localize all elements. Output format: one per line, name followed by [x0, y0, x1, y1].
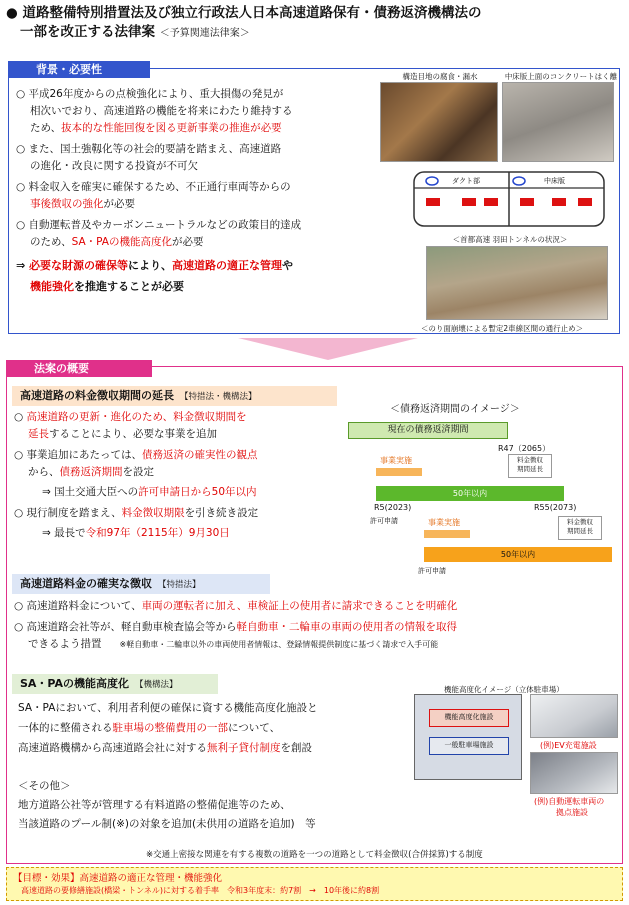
s1-l3 — [14, 447, 344, 464]
r47-label: R47（2065） — [498, 444, 551, 453]
r55-label: R55(2073) — [534, 503, 577, 512]
kyoka-label-2: 許可申請 — [418, 567, 446, 575]
bg-c6: 機能強化 — [30, 280, 74, 293]
s1l7a: ⇒ 最長で — [42, 527, 86, 539]
jigyo-label-2: 事業実施 — [428, 518, 460, 527]
overview-label: 法案の概要 — [6, 360, 152, 377]
other-heading: ＜その他＞ — [18, 780, 71, 792]
footer-l1: 【目標・効果】高速道路の適正な管理・機能強化 — [13, 873, 223, 884]
tunnel-caption: ＜首都高速 羽田トンネルの状況＞ — [452, 235, 568, 244]
s2l1a: ○ 高速道路料金について、 — [14, 600, 142, 612]
down-arrow-icon — [238, 338, 418, 360]
background-label: 背景・必要性 — [8, 61, 150, 78]
bg-b1d: 抜本的な性能回復を図る更新事業の推進が必要 — [61, 122, 282, 134]
fifty-year-bar-1: 50年以内 — [376, 486, 564, 501]
section1-heading — [12, 386, 337, 406]
title-line1: ● 道路整備特別措置法及び独立行政法人日本高速道路保有・債務返済機構法の — [6, 5, 482, 21]
s1-l7 — [14, 525, 344, 542]
s1l1b: 高速道路の更新・進化のため、料金徴収期間を — [26, 411, 247, 423]
car-icon — [426, 198, 440, 206]
s2-l3 — [14, 636, 620, 653]
auto-photo — [530, 752, 618, 794]
ev-caption: (例)EV充電施設 — [540, 741, 597, 750]
car-icon — [552, 198, 566, 206]
corrosion-photo — [380, 82, 498, 162]
park-upper: 機能高度化施設 — [429, 709, 509, 727]
slope-caption: ＜のり面崩壊による暫定2車線区間の通行止め＞ — [420, 324, 584, 333]
current-period-bar: 現在の債務返済期間 — [348, 422, 508, 439]
s1l5a: ⇒ 国土交通大臣への — [42, 486, 139, 498]
section2-text — [14, 598, 620, 653]
extension-box-2: 料金徴収 期間延長 — [558, 516, 602, 540]
bg-b2a: ○ また、国土強靱化等の社会的要請を踏まえ、高速道路 — [16, 143, 282, 155]
s2l3: できるよう措置 — [28, 638, 102, 650]
s1l6a: ○ 現行制度を踏まえ、 — [14, 507, 122, 519]
repayment-image-title: ＜債務返済期間のイメージ＞ — [390, 404, 520, 415]
bg-b1a: ○ 平成26年度からの点検強化により、重大損傷の発見が — [16, 88, 284, 100]
title-tag: ＜予算関連法律案＞ — [159, 28, 250, 39]
s1-title: 高速道路の料金徴収期間の延長 — [20, 389, 174, 402]
s3-l2 — [18, 720, 418, 737]
bg-b4-line — [16, 234, 376, 251]
bg-c4: 高速道路の適正な管理 — [172, 259, 283, 272]
section3-heading — [12, 674, 218, 694]
extension-box-1: 料金徴収 期間延長 — [508, 454, 552, 478]
s3-l3 — [18, 740, 418, 757]
s2l2b: 軽自動車・二輪車の車両の使用者の情報を取得 — [236, 621, 457, 633]
bg-b2b: の進化・改良に関する投資が不可欠 — [30, 160, 198, 172]
car-icon — [520, 198, 534, 206]
bg-conclusion-2 — [16, 278, 376, 295]
s1l4b: 債務返済期間 — [59, 466, 123, 478]
photo2-caption: 中床版上面のコンクリートはく離 — [504, 72, 618, 81]
s1l1a: ○ — [14, 411, 27, 423]
bg-b4d: が必要 — [171, 236, 204, 248]
s1-l5 — [14, 484, 344, 501]
ev-photo — [530, 694, 618, 738]
r5-label: R5(2023) — [374, 503, 412, 512]
fifty-year-bar-2: 50年以内 — [424, 547, 612, 562]
bg-conclusion — [16, 257, 376, 274]
section3-text — [18, 700, 418, 757]
bg-c3: により、 — [128, 259, 173, 272]
title-line2: 一部を改正する法律案 — [20, 24, 155, 40]
s3l3c: を創設 — [280, 742, 312, 754]
other-note: ※交通上密接な関連を有する複数の道路を一つの道路として料金徴収(合併採算)する制度 — [146, 850, 483, 860]
park-lower: 一般駐車場施設 — [429, 737, 509, 755]
s1l2b: することにより、必要な事業を追加 — [49, 428, 217, 440]
other-section — [18, 778, 438, 833]
s1l6b: 料金徴収期限 — [121, 507, 185, 519]
bg-b4b: のため、 — [30, 236, 72, 248]
bg-b3b: 事後徴収の強化 — [30, 198, 104, 210]
s1-tag: 【特措法・機構法】 — [180, 392, 257, 402]
s1l3a: ○ 事業追加にあたっては、 — [14, 449, 142, 461]
bg-b4a: ○ 自動運転普及やカーボンニュートラルなどの政策目的達成 — [16, 219, 302, 231]
parking-image-title: 機能高度化イメージ（立体駐車場） — [444, 685, 564, 694]
s2l2a: ○ 高速道路会社等が、軽自動車検査協会等から — [14, 621, 237, 633]
bg-c7: を推進することが必要 — [74, 280, 184, 293]
car-icon — [484, 198, 498, 206]
section2-heading — [12, 574, 270, 594]
s1l6c: を引き続き設定 — [184, 507, 259, 519]
s3l2c: について、 — [228, 722, 281, 734]
car-icon — [578, 198, 592, 206]
s2-title: 高速道路料金の確実な徴収 — [20, 577, 152, 590]
s1l3b: 債務返済の確実性の観点 — [142, 449, 258, 461]
s1l4c: を設定 — [122, 466, 154, 478]
s2-note: ※軽自動車・二輪車以外の車両使用者情報は、登録情報提供制度に基づく請求で入手可能 — [119, 640, 439, 649]
footer-l2: 高速道路の要修繕施設(橋梁・トンネル)に対する着手率 令和3年度末：約7割 → 10年後に約8割 — [21, 886, 380, 895]
other-l2: 当該道路のプール制(※)の対象を追加(未供用の道路を追加) 等 — [18, 818, 316, 830]
s3l2b: 駐車場の整備費用の一部 — [112, 722, 228, 734]
goal-effect-box — [6, 867, 623, 901]
concrete-photo — [502, 82, 614, 162]
s1-l6 — [14, 505, 344, 522]
bg-b1b: 相次いでおり、高速道路の機能を将来にわたり維持する — [30, 105, 293, 117]
project-arrow-1 — [376, 468, 422, 476]
jigyo-label-1: 事業実施 — [380, 456, 412, 465]
s1l2a: 延長 — [28, 428, 49, 440]
bg-b3-line — [16, 196, 376, 213]
s2l1b: 車両の運転者に加え、車検証上の使用者に請求できることを明確化 — [141, 600, 458, 612]
s2-l1 — [14, 598, 620, 615]
bg-c1: ⇒ — [16, 259, 30, 272]
s1-l4 — [14, 464, 344, 481]
s3l3a: 高速道路機構から高速道路会社に対する — [18, 742, 207, 754]
slope-photo — [426, 246, 608, 320]
background-text — [16, 86, 376, 295]
s1l7b: 令和97年（2115年）9月30日 — [85, 527, 230, 539]
s3l1: SA・PAにおいて、利用者利便の確保に資する機能高度化施設と — [18, 702, 318, 714]
bg-c5: や — [282, 259, 294, 272]
project-arrow-2 — [424, 530, 470, 538]
other-l1: 地方道路公社等が管理する有料道路の整備促進等のため、 — [18, 799, 291, 811]
car-icon — [462, 198, 476, 206]
s1l4a: から、 — [28, 466, 60, 478]
section1-text — [14, 409, 344, 542]
bg-b1c-line — [16, 120, 376, 137]
s2-tag: 【特措法】 — [158, 580, 201, 590]
photo1-caption: 構造目地の腐食・漏水 — [402, 72, 478, 81]
bg-b3a: ○ 料金収入を確実に確保するため、不正通行車両等からの — [16, 181, 291, 193]
bg-b1c: ため、 — [30, 122, 62, 134]
s1-l1 — [14, 409, 344, 426]
s2-l2 — [14, 619, 620, 636]
s3l3b: 無利子貸付制度 — [207, 742, 281, 754]
parking-building — [414, 694, 522, 780]
s3l2a: 一体的に整備される — [18, 722, 113, 734]
midfloor-label: 中床版 — [544, 177, 565, 185]
s1-l2 — [14, 426, 344, 443]
s3-tag: 【機構法】 — [135, 680, 178, 690]
kyoka-label-1: 許可申請 — [370, 517, 398, 525]
bg-b4c: SA・PAの機能高度化 — [71, 236, 172, 248]
bg-b3c: が必要 — [103, 198, 135, 210]
auto-caption: (例)自動運転車両の — [534, 797, 605, 806]
auto-caption-2: 拠点施設 — [556, 808, 588, 817]
s1l5b: 許可申請日から50年以内 — [138, 486, 257, 498]
s3-title: SA・PAの機能高度化 — [20, 677, 130, 690]
page-title — [6, 4, 626, 43]
tunnel-diagram — [412, 168, 608, 234]
bg-c2: 必要な財源の確保等 — [29, 259, 129, 272]
duct-label: ダクト部 — [452, 177, 480, 185]
